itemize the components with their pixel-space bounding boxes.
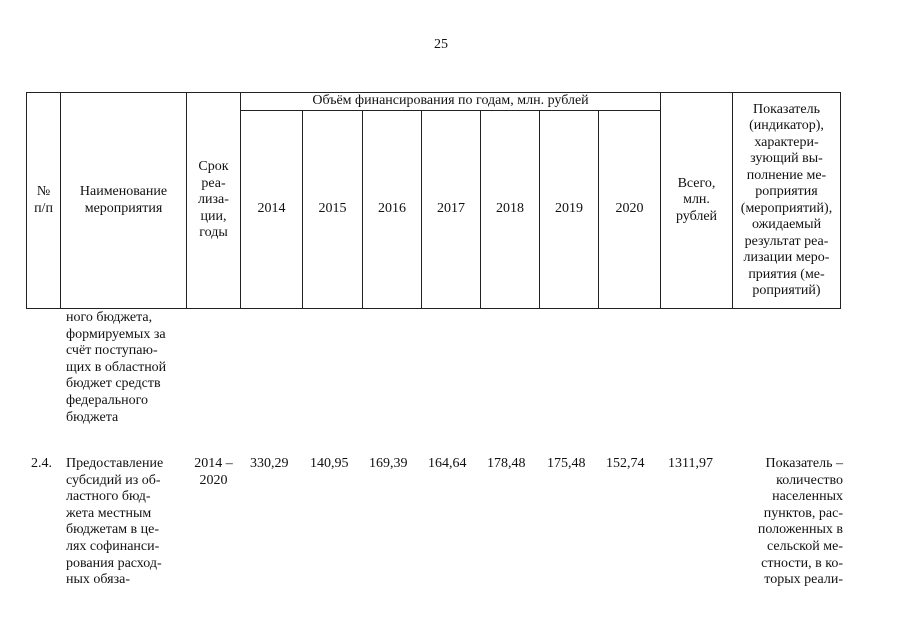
text-line: жета местным: [66, 505, 152, 521]
header-indicator-line: (индикатор),: [749, 118, 824, 133]
header-indicator-line: результат реа-: [744, 233, 829, 249]
text-line: ных обяза-: [66, 572, 131, 588]
value-2015: 140,95: [310, 456, 349, 471]
header-indicator-line: зующий вы-: [750, 151, 823, 166]
header-indicator-line: Показатель: [753, 101, 820, 117]
value-2017: 164,64: [428, 456, 467, 471]
text-line: счёт поступаю-: [66, 343, 158, 359]
text-line: Предоставление: [66, 456, 164, 471]
text-line: формируемых за: [66, 326, 166, 342]
header-term-line: лиза-: [198, 192, 229, 208]
header-indicator-line: полнение ме-: [746, 167, 827, 183]
value-2020: 152,74: [606, 456, 645, 471]
text-line: положенных в: [757, 522, 843, 538]
header-indicator-cell: [733, 93, 840, 308]
header-number-line: п/п: [34, 200, 53, 216]
text-line: населенных: [772, 489, 843, 505]
text-line: количество: [776, 472, 843, 488]
continuation-name-text: [66, 310, 182, 426]
row-indicator-text: [733, 456, 843, 589]
header-year-2020: 2020: [615, 201, 644, 217]
text-line: стности, в ко-: [761, 555, 843, 571]
header-year-2014: 2014: [257, 201, 286, 217]
row-name-text: [66, 456, 182, 589]
row-term-text: [187, 456, 240, 489]
header-indicator-line: роприятия: [755, 184, 818, 199]
header-total-line: Всего,: [677, 175, 716, 191]
header-name-line: мероприятия: [84, 200, 163, 216]
header-term-cell: [187, 93, 240, 308]
text-line: щих в областной: [66, 359, 167, 375]
text-line: торых реали-: [764, 572, 843, 588]
header-indicator-line: роприятий): [752, 283, 821, 298]
header-indicator-line: лизации меро-: [743, 250, 830, 265]
header-indicator-line: (мероприятий),: [740, 200, 833, 216]
header-year-2015: 2015: [318, 201, 347, 217]
header-year-2017: 2017: [437, 201, 465, 217]
header-term-line: годы: [199, 225, 228, 241]
header-name-line: Наименование: [79, 184, 168, 199]
text-line: Показатель –: [765, 456, 843, 471]
header-indicator-line: приятия (ме-: [748, 266, 825, 282]
value-2018: 178,48: [487, 456, 526, 471]
text-line: лях софинанси-: [66, 538, 160, 554]
header-indicator-line: ожидаемый: [751, 217, 822, 232]
header-term-line: ции,: [200, 208, 227, 224]
value-total: 1311,97: [668, 456, 713, 471]
text-line: 2020: [199, 472, 228, 488]
header-total-line: млн.: [683, 192, 710, 208]
page-number: 25: [434, 37, 448, 52]
header-term-line: реа-: [201, 175, 226, 191]
text-line: ластного бюд-: [66, 489, 151, 505]
text-line: бюджета: [66, 409, 119, 425]
text-line: ного бюджета,: [66, 310, 153, 325]
header-number-cell: [27, 93, 60, 308]
header-year-2019: 2019: [555, 201, 583, 217]
header-indicator-line: характери-: [754, 134, 819, 150]
text-line: пунктов, рас-: [763, 505, 843, 521]
header-year-2018: 2018: [496, 201, 524, 217]
text-line: рования расход-: [66, 555, 162, 571]
text-line: сельской ме-: [766, 538, 843, 554]
value-2016: 169,39: [369, 456, 408, 471]
header-number-line: №: [36, 184, 51, 199]
header-total-cell: [661, 93, 732, 308]
value-2014: 330,29: [250, 456, 289, 471]
header-year-2016: 2016: [378, 201, 406, 217]
header-funding-title: Объём финансирования по годам, млн. рублей: [312, 93, 589, 109]
text-line: 2014 –: [194, 456, 233, 471]
row-number: 2.4.: [31, 456, 52, 471]
header-name-cell: [61, 93, 186, 308]
header-bottom-border: [26, 308, 841, 309]
value-2019: 175,48: [547, 456, 586, 471]
text-line: федерального: [66, 392, 149, 408]
text-line: бюджетам в це-: [66, 522, 160, 538]
text-line: субсидий из об-: [66, 472, 161, 488]
grid-line: [840, 92, 841, 309]
header-total-line: рублей: [675, 208, 718, 224]
header-term-line: Срок: [198, 159, 229, 175]
text-line: бюджет средств: [66, 376, 161, 392]
